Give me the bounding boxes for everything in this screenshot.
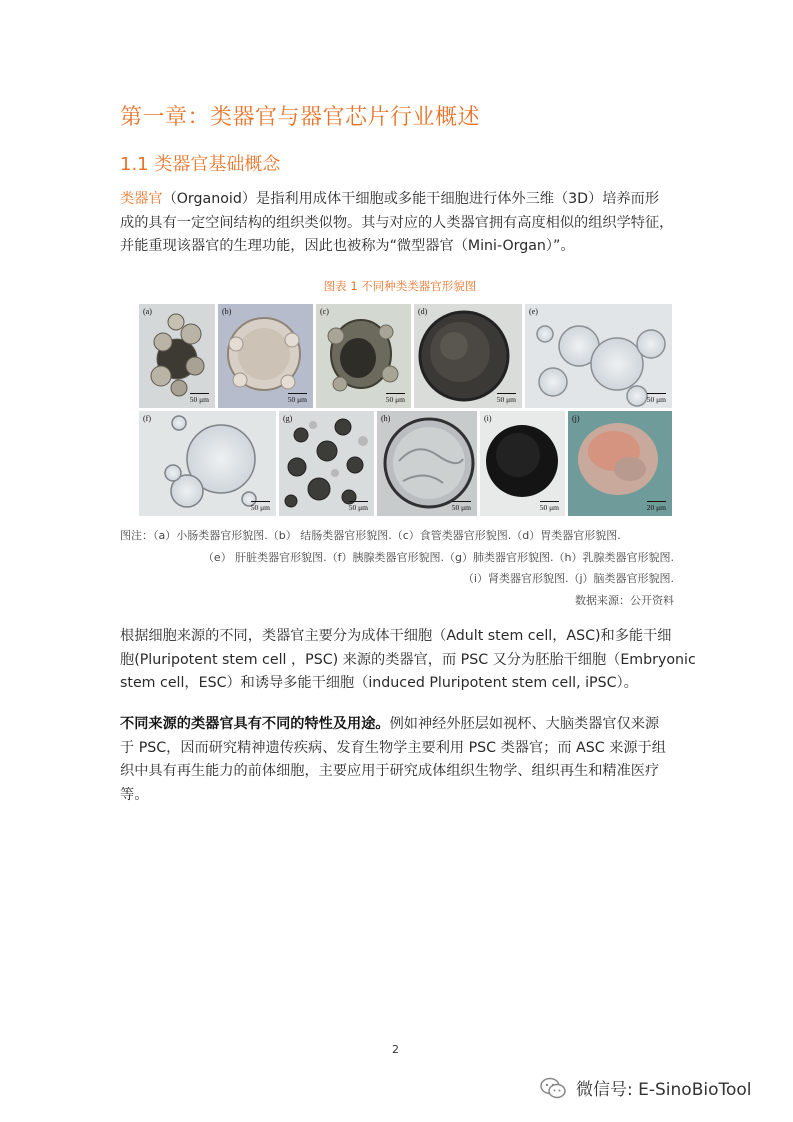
panel-h [377, 411, 477, 516]
scale-bar: 50 μm [287, 395, 307, 404]
wechat-icon [540, 1077, 566, 1099]
intro-line-2: 成的具有一定空间结构的组织类似物。其与对应的人类器官拥有高度相似的组织学特征， [120, 214, 674, 231]
panel-label: (g) [283, 414, 293, 423]
scale-bar: 50 μm [189, 395, 209, 404]
scale-bar: 20 μm [646, 503, 666, 512]
panel-i [480, 411, 565, 516]
scale-bar: 50 μm [451, 503, 471, 512]
wechat-watermark [540, 1075, 752, 1100]
figure-source: 数据来源：公开资料 [575, 593, 674, 607]
caption-line-1: 图注：（a）小肠类器官形貌图.（b） 结肠类器官形貌图.（c）食管类器官形貌图.（d）胃类器官形貌图. [120, 529, 621, 542]
panel-label: (i) [484, 414, 492, 423]
panel-j [568, 411, 672, 516]
panel-label: (f) [143, 414, 151, 423]
para2-line-3: stem cell，ESC）和诱导多能干细胞（induced Pluripotent stem cell, iPSC）。 [120, 675, 638, 691]
page-number: 2 [392, 1043, 399, 1056]
intro-paragraph [120, 188, 680, 259]
scale-bar: 50 μm [250, 503, 270, 512]
intro-line-3: 并能重现该器官的生理功能，因此也被称为“微型器官（Mini-Organ）”。 [120, 238, 575, 254]
usage-lead: 不同来源的类器官具有不同的特性及用途。 [120, 716, 390, 732]
panel-label: (e) [529, 307, 538, 316]
intro-line-1: （Organoid）是指利用成体干细胞或多能干细胞进行体外三维（3D）培养而形 [162, 191, 660, 207]
scale-bar: 50 μm [496, 395, 516, 404]
caption-line-3: （i）肾类器官形貌图.（j）脑类器官形貌图. [462, 572, 674, 585]
para3-line-4: 等。 [120, 786, 149, 803]
classification-paragraph [120, 625, 696, 696]
panel-f [139, 411, 276, 516]
panel-label: (b) [222, 307, 232, 316]
panel-label: (c) [320, 307, 329, 316]
panel-label: (a) [143, 307, 152, 316]
panel-label: (j) [572, 414, 580, 423]
panel-c [316, 304, 411, 408]
panel-d [414, 304, 522, 408]
panel-label: (d) [418, 307, 428, 316]
usage-paragraph [120, 713, 680, 807]
organoid-figure [139, 304, 672, 516]
para3-line-1: 例如神经外胚层如视杯、大脑类器官仅来源 [389, 716, 660, 732]
scale-bar: 50 μm [385, 395, 405, 404]
chapter-title: 第一章：类器官与器官芯片行业概述 [120, 105, 481, 130]
para3-line-2: 于 PSC，因而研究精神遗传疾病、发育生物学主要利用 PSC 类器官；而 ASC 来源于组 [120, 739, 666, 756]
panel-g [279, 411, 374, 516]
para2-line-2: 胞(Pluripotent stem cell ，PSC) 来源的类器官，而 PSC 又分为胚胎干细胞（Embryonic [120, 651, 696, 668]
watermark-text: 微信号: E-SinoBioTool [576, 1080, 752, 1100]
panel-e [525, 304, 672, 408]
panel-a [139, 304, 215, 408]
para2-line-1: 根据细胞来源的不同，类器官主要分为成体干细胞（Adult stem cell，ASC)和多能干细 [120, 628, 672, 644]
scale-bar: 50 μm [646, 395, 666, 404]
term-highlight: 类器官 [120, 191, 163, 207]
panel-b [218, 304, 313, 408]
figure-title: 图表 1 不同种类类器官形貌图 [323, 279, 477, 293]
section-title: 1.1 类器官基础概念 [120, 154, 281, 175]
scale-bar: 50 μm [539, 503, 559, 512]
panel-label: (h) [381, 414, 391, 423]
caption-line-2: （e） 肝脏类器官形貌图.（f）胰腺类器官形貌图.（g）肺类器官形貌图.（h）乳腺类器官形貌图. [202, 550, 674, 564]
para3-line-3: 织中具有再生能力的前体细胞，主要应用于研究成体组织生物学、组织再生和精准医疗 [120, 763, 660, 779]
scale-bar: 50 μm [348, 503, 368, 512]
figure-caption [120, 525, 674, 611]
